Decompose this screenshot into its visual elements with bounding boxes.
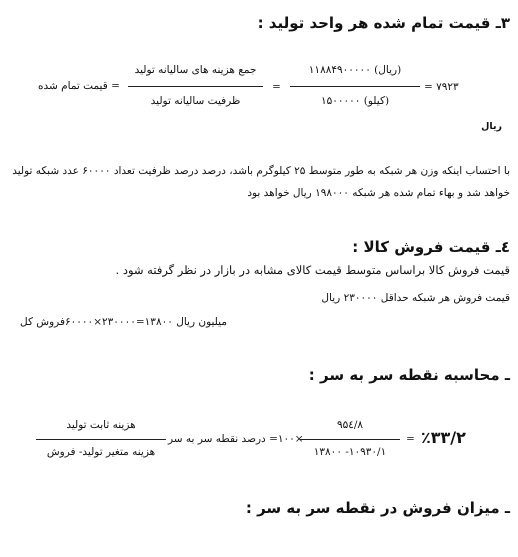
total-sales: میلیون ریال ۱۳۸۰۰=۲۳۰۰۰۰×۶۰۰۰۰فروش کل <box>20 316 227 328</box>
paragraph-line-2: خواهد شد و بهاء تمام شده هر شبکه ۱۹۸۰۰۰ ریال خواهد بود <box>247 187 510 199</box>
unit-cost-result: = ۷۹۲۳ <box>424 81 459 93</box>
fraction-line-left <box>128 86 263 87</box>
breakeven-percent-label: ×۱۰۰= درصد نقطه سر به سر <box>168 433 304 445</box>
breakeven-equals: = <box>406 433 415 445</box>
section6-heading: ـ میزان فروش در نقطه سر به سر : <box>245 499 510 517</box>
fraction-line-right <box>290 86 420 87</box>
section4-heading: ٤ـ قیمت فروش کالا : <box>352 238 510 256</box>
equals-sign: = <box>272 81 281 93</box>
breakeven-denominator-value: ۱۳۸۰۰ -۱۰۹۳۰/۱ <box>313 446 387 458</box>
paragraph-line-1: با احتساب اینکه وزن هر شبکه به طور متوسط ۲۵ کیلوگرم باشد، درصد درصد ظرفیت تعداد ۶۰۰۰۰ عدد شبکه تولید <box>12 165 510 177</box>
breakeven-result: ٪۳۳/۲ <box>421 428 466 447</box>
breakeven-numerator-value: ۹۵٤/۸ <box>336 419 364 431</box>
unit-label: ریال <box>481 121 502 132</box>
fixed-cost-numerator: هزینه ثابت تولید <box>66 419 136 431</box>
section3-heading: ۳ـ قیمت تمام شده هر واحد تولید : <box>257 14 510 32</box>
unit-cost-label: = قیمت تمام شده <box>38 80 120 92</box>
sale-price-basis: قیمت فروش کالا براساس متوسط قیمت کالای مشابه در بازار در نظر گرفته شود . <box>115 263 510 277</box>
annual-cost-numerator: جمع هزینه های سالیانه تولید <box>134 64 257 76</box>
annual-cost-value: (ریال) ۱۱۸۸۴۹۰۰۰۰۰ <box>308 64 402 76</box>
annual-capacity-denominator: ظرفیت سالیانه تولید <box>150 95 241 107</box>
annual-capacity-value: (کیلو) ۱۵۰۰۰۰۰ <box>320 95 390 107</box>
breakeven-fraction-left <box>36 439 166 440</box>
variable-cost-denominator: هزینه متغیر تولید- فروش <box>46 446 156 458</box>
minimum-unit-price: قیمت فروش هر شبکه حداقل ۲۳۰۰۰۰ ریال <box>321 292 510 304</box>
section5-heading: ـ محاسبه نقطه سر به سر : <box>308 366 510 384</box>
breakeven-fraction-right <box>300 439 400 440</box>
